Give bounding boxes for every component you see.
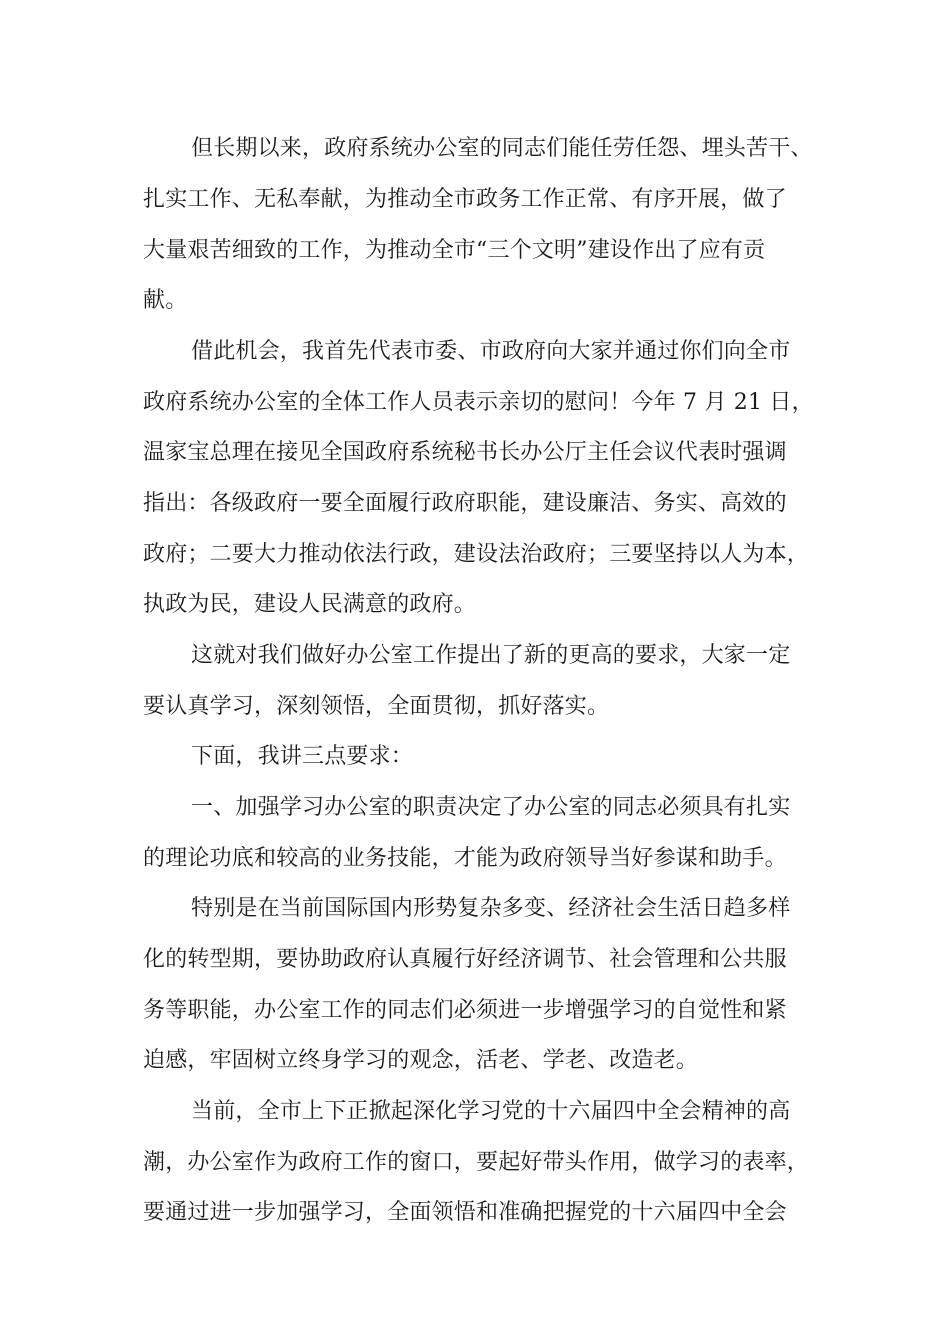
paragraph-6-line-3: 务等职能，办公室工作的同志们必须进一步增强学习的自觉性和紧 (143, 998, 787, 1023)
paragraph-5-line-1: 一、加强学习办公室的职责决定了办公室的同志必须具有扎实 (191, 795, 791, 820)
paragraph-1-line-1: 但长期以来，政府系统办公室的同志们能任劳任怨、埋头苦干、 (191, 136, 813, 161)
paragraph-1-line-2: 扎实工作、无私奉献，为推动全市政务工作正常、有序开展，做了 (143, 187, 787, 212)
paragraph-2-line-4: 指出：各级政府一要全面履行政府职能，建设廉洁、务实、高效的 (143, 491, 787, 516)
paragraph-7-line-1: 当前，全市上下正掀起深化学习党的十六届四中全会精神的高 (191, 1099, 791, 1124)
paragraph-1-line-3: 大量艰苦细致的工作，为推动全市“三个文明”建设作出了应有贡 (143, 238, 766, 263)
paragraph-2-line-5: 政府；二要大力推动依法行政，建设法治政府；三要坚持以人为本， (143, 542, 810, 567)
paragraph-6-line-1: 特别是在当前国际国内形势复杂多变、经济社会生活日趋多样 (191, 896, 791, 921)
paragraph-2-line-1: 借此机会，我首先代表市委、市政府向大家并通过你们向全市 (191, 339, 791, 364)
paragraph-2-line-6: 执政为民，建设人民满意的政府。 (143, 592, 477, 617)
paragraph-7-line-3: 要通过进一步加强学习，全面领悟和准确把握党的十六届四中全会 (143, 1200, 787, 1225)
paragraph-3-line-1: 这就对我们做好办公室工作提出了新的更高的要求，大家一定 (191, 643, 791, 668)
paragraph-2-line-3: 温家宝总理在接见全国政府系统秘书长办公厅主任会议代表时强调 (143, 440, 787, 465)
paragraph-7-line-2: 潮，办公室作为政府工作的窗口，要起好带头作用，做学习的表率， (143, 1150, 810, 1175)
paragraph-1-line-4: 献。 (143, 288, 188, 313)
paragraph-4-line-1: 下面，我讲三点要求： (191, 744, 414, 769)
paragraph-3-line-2: 要认真学习，深刻领悟，全面贯彻，抓好落实。 (143, 694, 610, 719)
paragraph-2-line-2: 政府系统办公室的全体工作人员表示亲切的慰问！今年 7 月 21 日， (143, 390, 814, 415)
paragraph-6-line-2: 化的转型期，要协助政府认真履行好经济调节、社会管理和公共服 (143, 947, 787, 972)
paragraph-5-line-2: 的理论功底和较高的业务技能，才能为政府领导当好参谋和助手。 (143, 846, 787, 871)
paragraph-6-line-4: 迫感，牢固树立终身学习的观念，活老、学老、改造老。 (143, 1048, 699, 1073)
